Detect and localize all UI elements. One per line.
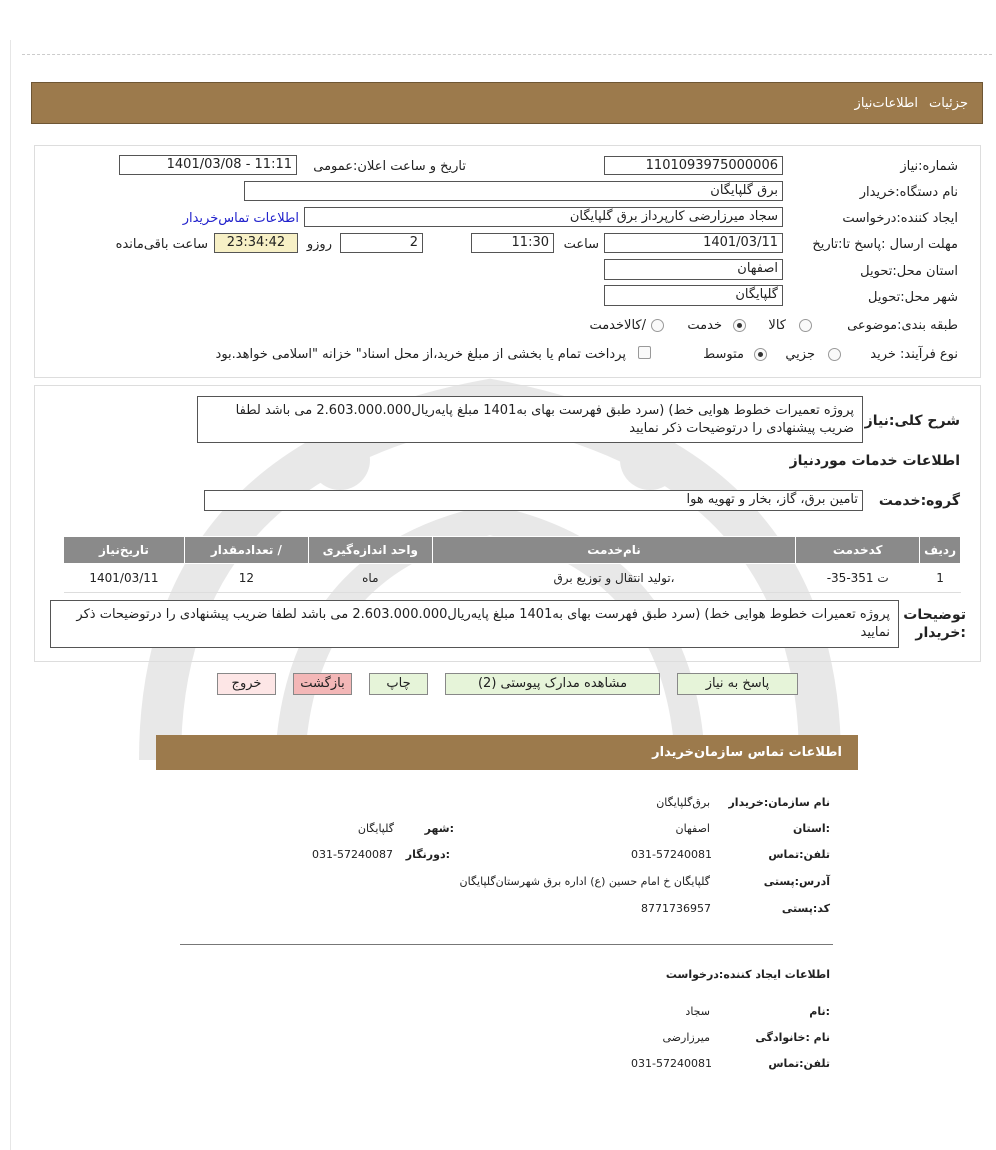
deadline-label: مهلت ارسال :پاسخ تا:تاریخ (812, 237, 958, 252)
treasury-payment-checkbox[interactable] (638, 346, 651, 359)
contact-city-value: گلپایگان (357, 822, 394, 835)
deadline-time-field: 11:30 (471, 233, 554, 253)
province-field: اصفهان (604, 259, 783, 280)
contact-province-label: :استان (793, 822, 830, 835)
page-header (31, 82, 983, 124)
print-button[interactable]: چاپ (369, 673, 428, 695)
service-group-label: گروه:خدمت (878, 493, 960, 509)
table-header-row (64, 537, 961, 564)
cell-service-name: ،تولید انتقال و توزیع برق (432, 564, 795, 593)
need-number-label: شماره:نیاز (900, 159, 958, 174)
contact-divider (180, 944, 833, 945)
summary-label: شرح کلی:نیاز (864, 413, 960, 429)
need-info-panel (34, 145, 981, 378)
cell-unit: ماه (308, 564, 432, 593)
col-row: ردیف (920, 537, 961, 564)
category-goods-service-radio[interactable] (651, 319, 664, 332)
contact-fax-value: 031-57240087 (312, 848, 393, 861)
city-field: گلپایگان (604, 285, 783, 306)
process-minor-text: جزيي (785, 347, 815, 362)
remaining-time-field: 23:34:42 (214, 233, 298, 253)
category-service-text: خدمت (687, 318, 722, 333)
services-title: اطلاعات خدمات موردنیاز (789, 453, 960, 469)
announce-date-field: 1401/03/08 - 11:11 (119, 155, 297, 175)
contact-address-value: گلپایگان خ امام حسین (ع) اداره برق شهرستان‌گلپایگان (459, 875, 710, 888)
summary-text: پروژه تعمیرات خطوط هوایی خط) (سرد طبق فهرست بهای به1401 مبلغ پایه‌ریال2.603.000.000 می باشد لطفا ضریب پیشنهادی را درتوضیحات ذکر نمایید (197, 396, 863, 443)
category-goods-radio[interactable] (799, 319, 812, 332)
exit-button[interactable]: خروج (217, 673, 276, 695)
contact-org-value: برق‌گلپایگان (656, 796, 710, 809)
category-goods-text: کالا (768, 318, 786, 333)
creator-family-value: میرزارضی (662, 1031, 710, 1044)
buyer-org-field: برق گلپایگان (244, 181, 783, 201)
col-service-name: نام‌خدمت (432, 537, 795, 564)
contact-phone-value: 031-57240081 (631, 848, 712, 861)
contact-postal-value: 8771736957 (641, 902, 711, 915)
creator-phone-value: 031-57240081 (631, 1057, 712, 1070)
table-row (64, 564, 961, 593)
category-service-radio[interactable] (733, 319, 746, 332)
contact-postal-label: کد:پستی (781, 902, 830, 915)
tab-details[interactable]: جزئیات (929, 96, 968, 111)
category-label: طبقه بندی:موضوعی (847, 318, 958, 333)
cell-quantity: 12 (184, 564, 308, 593)
cell-need-date: 1401/03/11 (64, 564, 185, 593)
city-label: شهر محل:تحویل (868, 290, 958, 305)
tab-need-info[interactable]: اطلاعات‌نیاز (854, 96, 918, 111)
creator-label: ایجاد کننده:درخواست (842, 211, 958, 226)
buyer-contact-link[interactable]: اطلاعات تماس‌خریدار (182, 211, 299, 226)
creator-family-label: نام :خانوادگی (755, 1031, 830, 1044)
process-medium-radio[interactable] (754, 348, 767, 361)
left-border (10, 40, 11, 1150)
contact-title: اطلاعات تماس سازمان‌خریدار (652, 745, 842, 760)
reply-button[interactable]: پاسخ به نیاز (677, 673, 798, 695)
service-group-field: تامین برق، گاز، بخار و تهویه هوا (204, 490, 863, 511)
attachments-button[interactable]: مشاهده مدارک پیوستی (2) (445, 673, 660, 695)
back-button[interactable]: بازگشت (293, 673, 352, 695)
col-need-date: تاریخ‌نیاز (64, 537, 185, 564)
days-label: روزو (306, 237, 332, 252)
contact-phone-label: تلفن:تماس (768, 848, 830, 861)
cell-service-code: ت 351-35- (796, 564, 920, 593)
remaining-time-label: ساعت باقی‌مانده (115, 237, 208, 252)
deadline-date-field: 1401/03/11 (604, 233, 783, 253)
buyer-notes-text: پروژه تعمیرات خطوط هوایی خط) (سرد طبق فهرست بهای به1401 مبلغ پایه‌ریال2.603.000.000 می باشد لطفا ضریب پیشنهادی را درتوضیحات ذکر نمایید (50, 600, 899, 648)
province-label: استان محل:تحویل (860, 264, 958, 279)
category-goods-service-text: /کالاخدمت (589, 318, 646, 333)
contact-fax-label: :دورنگار (405, 848, 450, 861)
creator-name-label: :نام (809, 1005, 830, 1018)
contact-address-label: آدرس:پستی (763, 875, 830, 888)
cell-row: 1 (920, 564, 961, 593)
days-field: 2 (340, 233, 423, 253)
process-medium-text: متوسط (703, 347, 744, 362)
creator-field: سجاد میرزارضی کارپرداز برق گلپایگان (304, 207, 783, 227)
process-minor-radio[interactable] (828, 348, 841, 361)
contact-header (156, 735, 858, 770)
buyer-notes-label: توضیحات :خریدار (903, 607, 966, 641)
services-table (63, 536, 961, 593)
process-label: نوع فرآیند: خرید (870, 347, 958, 362)
col-unit: واحد اندازه‌گیری (308, 537, 432, 564)
announce-date-label: تاریخ و ساعت اعلان:عمومی (313, 159, 466, 174)
creator-phone-label: تلفن:تماس (768, 1057, 830, 1070)
creator-name-value: سجاد (685, 1005, 710, 1018)
contact-org-label: نام سازمان:خریدار (728, 796, 830, 809)
col-service-code: کدخدمت (796, 537, 920, 564)
contact-city-label: :شهر (424, 822, 454, 835)
top-divider (22, 54, 992, 55)
deadline-time-label: ساعت (563, 237, 599, 252)
creator-info-title: اطلاعات ایجاد کننده:درخواست (665, 968, 830, 981)
contact-province-value: اصفهان (675, 822, 710, 835)
treasury-payment-text: پرداخت تمام یا بخشی از مبلغ خرید،از محل اسناد" خزانه "اسلامی خواهد.بود (215, 347, 626, 362)
need-number-field: 1101093975000006 (604, 156, 783, 175)
buyer-org-label: نام دستگاه:خریدار (859, 185, 958, 200)
col-quantity: / تعدادمقدار (184, 537, 308, 564)
